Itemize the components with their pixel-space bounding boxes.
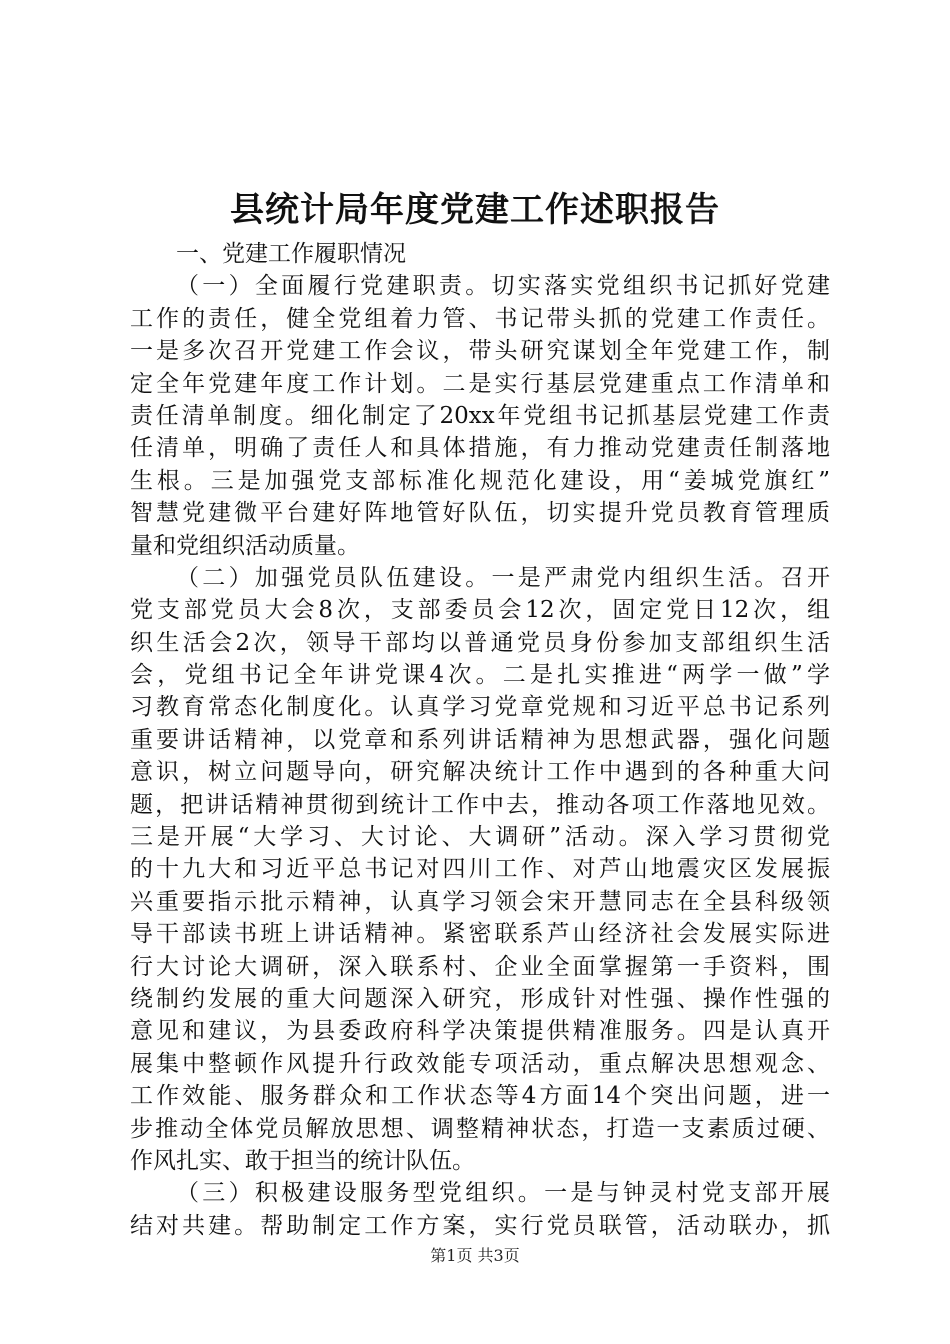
paragraph-line: 党支部党员大会8次，支部委员会12次，固定党日12次，组 (130, 597, 830, 624)
paragraph-line: 兴重要指示批示精神，认真学习领会宋开慧同志在全县科级领 (130, 888, 830, 915)
paragraph-line: 行大讨论大调研，深入联系村、企业全面掌握第一手资料，围 (130, 953, 830, 980)
paragraph-line: 智慧党建微平台建好阵地管好队伍，切实提升党员教育管理质 (130, 500, 830, 527)
paragraph-line: 展集中整顿作风提升行政效能专项活动，重点解决思想观念、 (130, 1050, 830, 1077)
paragraph-line: 的十九大和习近平总书记对四川工作、对芦山地震灾区发展振 (130, 856, 830, 883)
paragraph-line: 习教育常态化制度化。认真学习党章党规和习近平总书记系列 (130, 694, 830, 721)
paragraph-line: 结对共建。帮助制定工作方案，实行党员联管，活动联办，抓 (130, 1212, 830, 1239)
paragraph-line: 定全年党建年度工作计划。二是实行基层党建重点工作清单和 (130, 370, 830, 397)
paragraph-line: 任清单，明确了责任人和具体措施，有力推动党建责任制落地 (130, 435, 830, 462)
paragraph-line: 作风扎实、敢于担当的统计队伍。 (130, 1147, 475, 1174)
section-heading: 一、党建工作履职情况 (176, 241, 406, 267)
paragraph-line: 责任清单制度。细化制定了20xx年党组书记抓基层党建工作责 (130, 402, 830, 429)
paragraph-line: （一）全面履行党建职责。切实落实党组织书记抓好党建 (176, 273, 830, 300)
document-title: 县统计局年度党建工作述职报告 (230, 190, 720, 230)
paragraph-line: 三是开展“大学习、大讨论、大调研”活动。深入学习贯彻党 (130, 824, 830, 851)
paragraph-line: 量和党组织活动质量。 (130, 532, 360, 559)
paragraph-line: 步推动全体党员解放思想、调整精神状态，打造一支素质过硬、 (130, 1115, 830, 1142)
paragraph-line: 工作的责任，健全党组着力管、书记带头抓的党建工作责任。 (130, 305, 830, 332)
paragraph-line: 意识，树立问题导向，研究解决统计工作中遇到的各种重大问 (130, 759, 830, 786)
page-footer: 第1页 共3页 (430, 1246, 520, 1265)
paragraph-line: （二）加强党员队伍建设。一是严肃党内组织生活。召开 (176, 564, 830, 591)
document-body (130, 238, 830, 1242)
paragraph-line: 意见和建议，为县委政府科学决策提供精准服务。四是认真开 (130, 1018, 830, 1045)
paragraph-line: 绕制约发展的重大问题深入研究，形成针对性强、操作性强的 (130, 985, 830, 1012)
paragraph-line: 工作效能、服务群众和工作状态等4方面14个突出问题，进一 (130, 1083, 830, 1110)
paragraph-line: 题，把讲话精神贯彻到统计工作中去，推动各项工作落地见效。 (130, 791, 830, 818)
paragraph-line: 织生活会2次，领导干部均以普通党员身份参加支部组织生活 (130, 629, 830, 656)
paragraph-line: 生根。三是加强党支部标准化规范化建设，用“姜城党旗红” (130, 467, 830, 494)
paragraph-line: （三）积极建设服务型党组织。一是与钟灵村党支部开展 (176, 1180, 830, 1207)
paragraph-line: 重要讲话精神，以党章和系列讲话精神为思想武器，强化问题 (130, 726, 830, 753)
paragraph-line: 导干部读书班上讲话精神。紧密联系芦山经济社会发展实际进 (130, 921, 830, 948)
paragraph-line: 会，党组书记全年讲党课4次。二是扎实推进“两学一做”学 (130, 662, 830, 689)
paragraph-line: 一是多次召开党建工作会议，带头研究谋划全年党建工作，制 (130, 338, 830, 365)
